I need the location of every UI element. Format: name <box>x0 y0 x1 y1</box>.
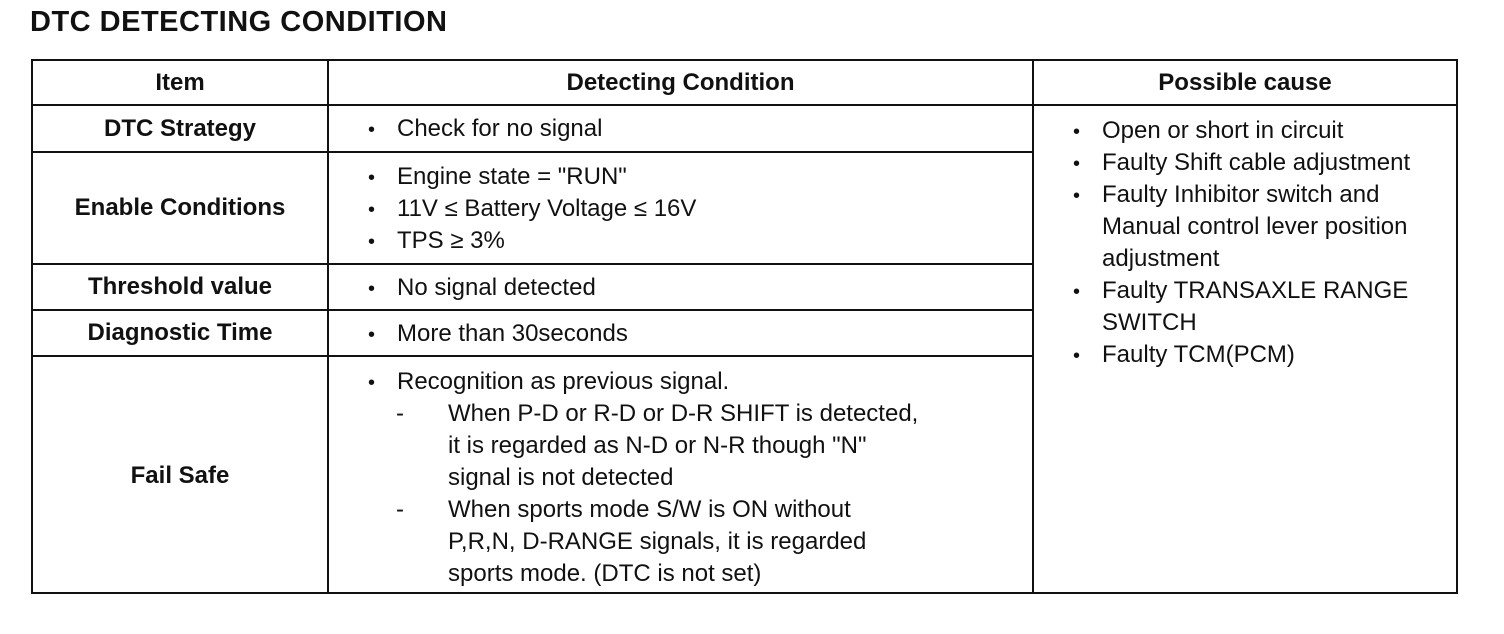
dash-marker: - <box>396 400 404 427</box>
bullet: • <box>368 324 376 346</box>
cause-line: Faulty TRANSAXLE RANGE <box>1102 277 1409 304</box>
condition-line: Engine state = "RUN" <box>397 163 627 190</box>
cause-line: adjustment <box>1102 245 1220 272</box>
fail-safe-subline: sports mode. (DTC is not set) <box>448 560 762 587</box>
cause-line: SWITCH <box>1102 309 1197 336</box>
column-divider-item <box>327 59 329 594</box>
dash-marker: - <box>396 496 404 523</box>
condition-line: TPS ≥ 3% <box>397 227 505 254</box>
condition-line: 11V ≤ Battery Voltage ≤ 16V <box>397 195 697 222</box>
cause-line: Faulty Shift cable adjustment <box>1102 149 1411 176</box>
column-divider-cause <box>1032 59 1034 594</box>
row-label-enable-conditions: Enable Conditions <box>74 194 286 221</box>
bullet: • <box>368 167 376 189</box>
condition-line: No signal detected <box>397 274 596 301</box>
fail-safe-subline: it is regarded as N-D or N-R though "N" <box>448 432 867 459</box>
fail-safe-subline: signal is not detected <box>448 464 674 491</box>
bullet: • <box>1073 345 1081 367</box>
row-label-dtc-strategy: DTC Strategy <box>103 114 257 142</box>
bullet: • <box>368 231 376 253</box>
condition-line: Check for no signal <box>397 115 603 142</box>
row-label-threshold-value: Threshold value <box>87 273 273 300</box>
bullet: • <box>1073 121 1081 143</box>
cause-line: Faulty TCM(PCM) <box>1102 341 1295 368</box>
bullet: • <box>368 278 376 300</box>
condition-line: More than 30seconds <box>397 320 628 347</box>
bullet: • <box>1073 153 1081 175</box>
fail-safe-subline: When sports mode S/W is ON without <box>448 496 851 523</box>
bullet: • <box>368 372 376 394</box>
bullet: • <box>1073 281 1081 303</box>
header-detecting-condition: Detecting Condition <box>566 68 795 96</box>
document-title: DTC DETECTING CONDITION <box>30 6 448 38</box>
fail-safe-subline: When P-D or R-D or D-R SHIFT is detected, <box>448 400 919 427</box>
header-item: Item <box>155 68 205 96</box>
condition-line: Recognition as previous signal. <box>397 368 730 395</box>
header-possible-cause: Possible cause <box>1158 68 1332 96</box>
cause-line: Manual control lever position <box>1102 213 1408 240</box>
row-label-diagnostic-time: Diagnostic Time <box>87 319 273 346</box>
row-label-fail-safe: Fail Safe <box>130 461 230 489</box>
cause-line: Open or short in circuit <box>1102 117 1344 144</box>
cause-line: Faulty Inhibitor switch and <box>1102 181 1380 208</box>
bullet: • <box>368 119 376 141</box>
bullet: • <box>368 199 376 221</box>
bullet: • <box>1073 185 1081 207</box>
fail-safe-subline: P,R,N, D-RANGE signals, it is regarded <box>448 528 867 555</box>
